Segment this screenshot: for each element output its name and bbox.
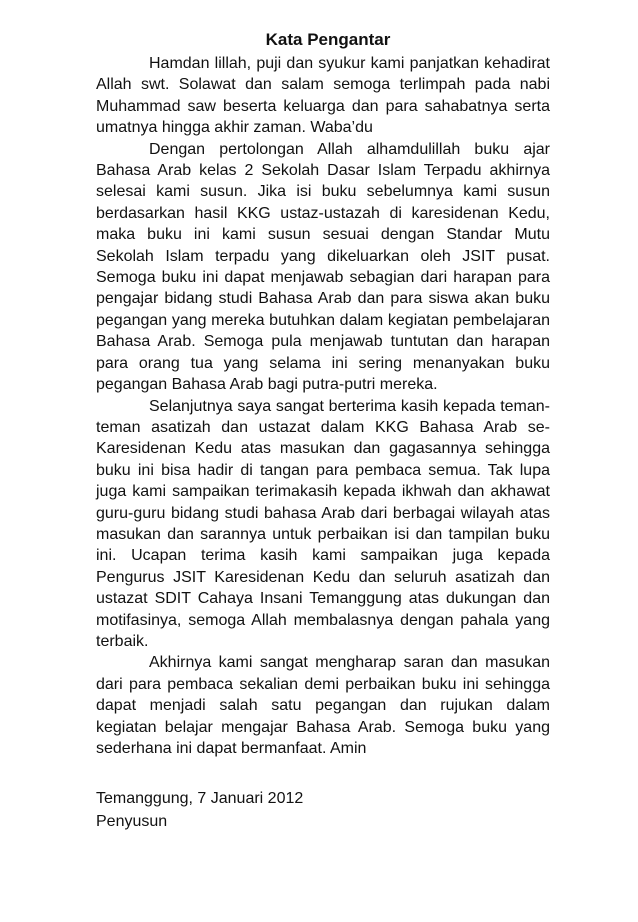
paragraph-acknowledgements: Selanjutnya saya sangat berterima kasih kepada teman-teman asatizah dan ustazat dalam KKG Bahasa Arab se-Karesidenan Kedu atas masukan dan gagasannya sehingga buku ini bisa hadir di tangan para pembaca semua. Tak lupa juga kami sampaikan terimakasih kepada ikhwah dan akhawat guru-guru bidang studi bahasa Arab dari berbagai wilayah atas masukan dan sarannya untuk perbaikan isi dan tampilan buku ini. Ucapan terima kasih kami sampaikan juga kepada Pengurus JSIT Karesidenan Kedu dan seluruh asatizah dan ustazat SDIT Cahaya Insani Temanggung atas dukungan dan motifasinya, semoga Allah membalasnya dengan pahala yang terbaik. [96,397,550,650]
place-date: Temanggung, 7 Januari 2012 [96,790,304,808]
signature-block [96,787,550,833]
document-title: Kata Pengantar [265,30,391,49]
paragraph-book-purpose: Dengan pertolongan Allah alhamdulillah buku ajar Bahasa Arab kelas 2 Sekolah Dasar Islam Terpadu akhirnya selesai kami susun. Jika isi buku sebelumnya kami susun berdasarkan hasil KKG ustaz-ustazah di karesidenan Kedu, maka buku ini kami susun sesuai dengan Standar Mutu Sekolah Islam terpadu yang dikeluarkan oleh JSIT pusat. Semoga buku ini dapat menjawab sebagian dari harapan para pengajar bidang studi Bahasa Arab dan para siswa akan buku pegangan yang mereka butuhkan dalam kegiatan pembelajaran Bahasa Arab. Semoga pula menjawab tuntutan dan harapan para orang tua yang selama ini sering menanyakan buku pegangan Bahasa Arab bagi putra-putri mereka. [96,140,550,394]
document-page [96,29,550,833]
signature-author: Penyusun [96,813,168,831]
paragraph-closing: Akhirnya kami sangat mengharap saran dan masukan dari para pembaca sekalian demi perbaikan buku ini sehingga dapat menjadi salah satu pegangan dan rujukan dalam kegiatan belajar mengajar Bahasa Arab. Semoga buku yang sederhana ini dapat bermanfaat. Amin [96,654,550,757]
paragraph-opening: Hamdan lillah, puji dan syukur kami panjatkan kehadirat Allah swt. Solawat dan salam semoga terlimpah pada nabi Muhammad saw beserta keluarga dan para sahabatnya serta umatnya hingga akhir zaman. Waba’du [96,55,550,137]
